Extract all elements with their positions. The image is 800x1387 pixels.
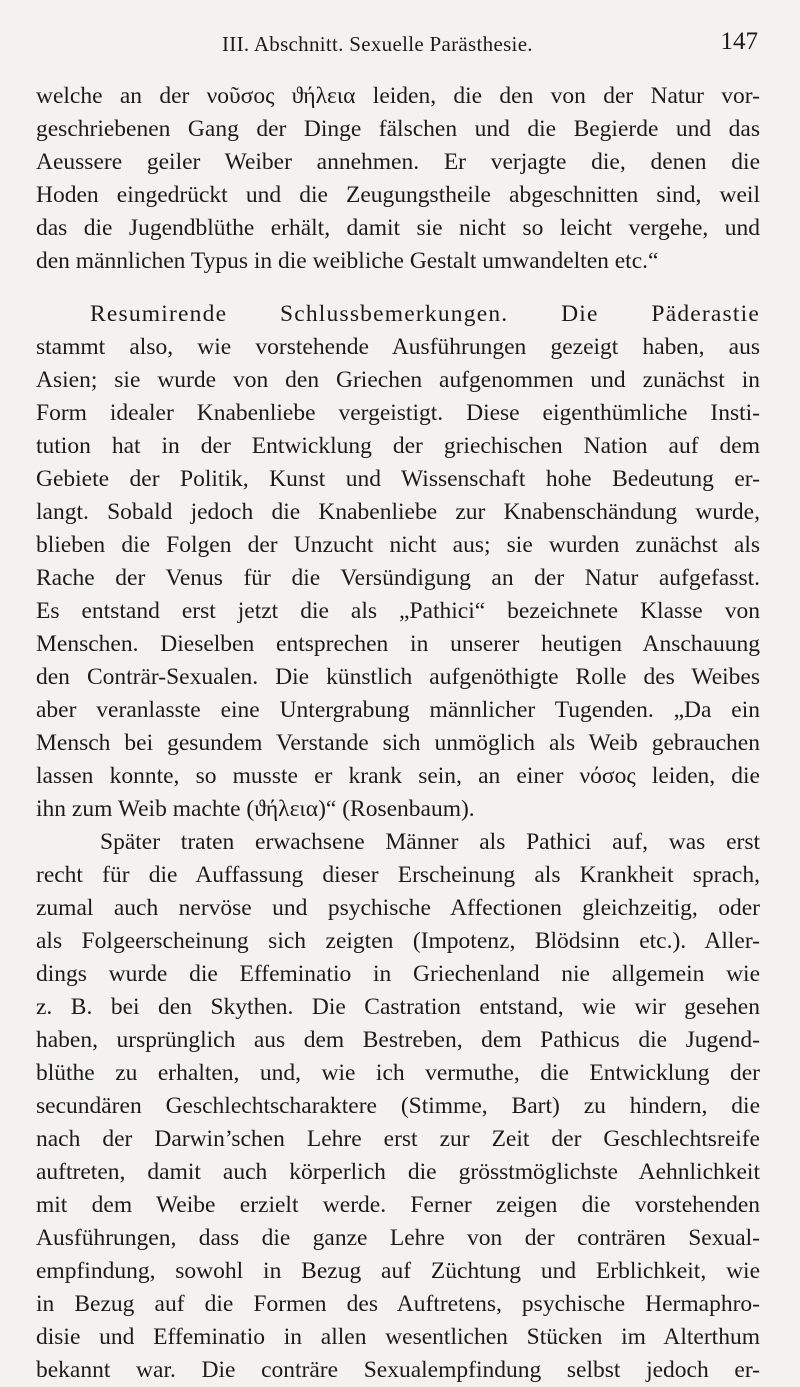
text-line: blieben die Folgen der Unzucht nicht aus; sie wurden zunächst als bbox=[36, 532, 760, 558]
text-line: tution hat in der Entwicklung der griechischen Nation auf dem bbox=[36, 433, 760, 459]
text-line: recht für die Auffassung dieser Erscheinung als Krankheit sprach, bbox=[36, 862, 760, 888]
text-line: Asien; sie wurde von den Griechen aufgenommen und zunächst in bbox=[36, 367, 760, 393]
body-text bbox=[36, 80, 760, 1387]
text-line: Hoden eingedrückt und die Zeugungstheile abgeschnitten sind, weil bbox=[36, 182, 760, 208]
text-line: Menschen. Dieselben entsprechen in unserer heutigen Anschauung bbox=[36, 631, 760, 657]
text-line: welche an der νοῦσος ϑήλεια leiden, die den von der Natur vor- bbox=[36, 83, 760, 109]
text-line: aber veranlasste eine Untergrabung männlicher Tugenden. „Da ein bbox=[36, 697, 760, 723]
section-heading-line: Resumirende Schlussbemerkungen. Die Päderastie bbox=[90, 301, 760, 327]
text-line: den Conträr-Sexualen. Die künstlich aufgenöthigte Rolle des Weibes bbox=[36, 664, 760, 690]
text-line: empfindung, sowohl in Bezug auf Züchtung und Erblichkeit, wie bbox=[36, 1258, 760, 1284]
page-number: 147 bbox=[720, 28, 758, 55]
text-line: z. B. bei den Skythen. Die Castration entstand, wie wir gesehen bbox=[36, 994, 760, 1020]
text-line: langt. Sobald jedoch die Knabenliebe zur Knabenschändung wurde, bbox=[36, 499, 760, 525]
text-line: bekannt war. Die conträre Sexualempfindung selbst jedoch er- bbox=[36, 1357, 760, 1383]
text-line: zumal auch nervöse und psychische Affectionen gleichzeitig, oder bbox=[36, 895, 760, 921]
text-line: Form idealer Knabenliebe vergeistigt. Diese eigenthümliche Insti- bbox=[36, 400, 760, 426]
text-line: Gebiete der Politik, Kunst und Wissenschaft hohe Bedeutung er- bbox=[36, 466, 760, 492]
running-head: III. Abschnitt. Sexuelle Parästhesie. bbox=[222, 32, 533, 56]
text-line: dings wurde die Effeminatio in Griechenland nie allgemein wie bbox=[36, 961, 760, 987]
text-line: als Folgeerscheinung sich zeigten (Impotenz, Blödsinn etc.). Aller- bbox=[36, 928, 760, 954]
text-line: mit dem Weibe erzielt werde. Ferner zeigen die vorstehenden bbox=[36, 1192, 760, 1218]
text-line: haben, ursprünglich aus dem Bestreben, dem Pathicus die Jugend- bbox=[36, 1027, 760, 1053]
text-line: den männlichen Typus in die weibliche Gestalt umwandelten etc.“ bbox=[36, 248, 659, 274]
text-line: auftreten, damit auch körperlich die grösstmöglichste Aehnlichkeit bbox=[36, 1159, 760, 1185]
text-line: ihn zum Weib machte (ϑήλεια)“ (Rosenbaum). bbox=[36, 796, 475, 822]
text-line: disie und Effeminatio in allen wesentlichen Stücken im Alterthum bbox=[36, 1324, 760, 1350]
text-line: Aeussere geiler Weiber annehmen. Er verjagte die, denen die bbox=[36, 149, 760, 175]
text-line: Mensch bei gesundem Verstande sich unmöglich als Weib gebrauchen bbox=[36, 730, 760, 756]
text-line: blüthe zu erhalten, und, wie ich vermuthe, die Entwicklung der bbox=[36, 1060, 760, 1086]
text-line: nach der Darwin’schen Lehre erst zur Zeit der Geschlechtsreife bbox=[36, 1126, 760, 1152]
text-line: secundären Geschlechtscharaktere (Stimme, Bart) zu hindern, die bbox=[36, 1093, 760, 1119]
text-line: Ausführungen, dass die ganze Lehre von der conträren Sexual- bbox=[36, 1225, 760, 1251]
text-line: das die Jugendblüthe erhält, damit sie nicht so leicht vergehe, und bbox=[36, 215, 760, 241]
text-line: stammt also, wie vorstehende Ausführungen gezeigt haben, aus bbox=[36, 334, 760, 360]
text-line: in Bezug auf die Formen des Auftretens, psychische Hermaphro- bbox=[36, 1291, 760, 1317]
text-line: lassen konnte, so musste er krank sein, an einer νόσος leiden, die bbox=[36, 763, 760, 789]
text-line: geschriebenen Gang der Dinge fälschen und die Begierde und das bbox=[36, 116, 760, 142]
text-line: Später traten erwachsene Männer als Pathici auf, was erst bbox=[100, 829, 760, 855]
text-line: Rache der Venus für die Versündigung an der Natur aufgefasst. bbox=[36, 565, 760, 591]
text-line: Es entstand erst jetzt die als „Pathici“ bezeichnete Klasse von bbox=[36, 598, 760, 624]
page-header bbox=[36, 22, 758, 62]
